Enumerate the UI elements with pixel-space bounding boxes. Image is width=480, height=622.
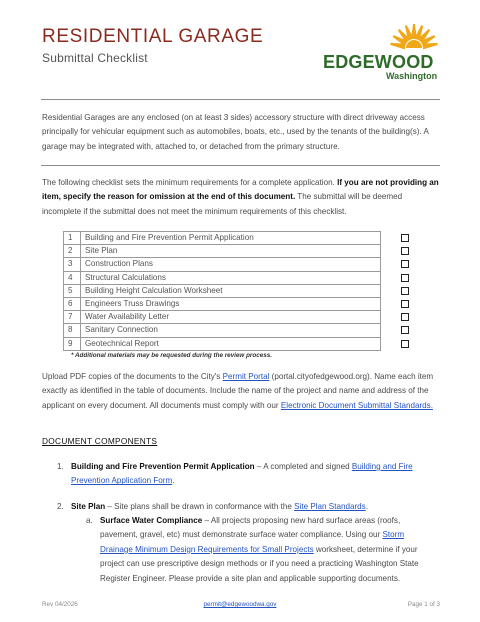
checklist-item-number: 2: [64, 245, 81, 258]
checklist-item-number: 4: [64, 271, 81, 284]
component-item-2: Site Plan – Site plans shall be drawn in conformance with the Site Plan Standards.: [71, 502, 368, 511]
checklist-row: [64, 232, 381, 245]
checklist-checkbox[interactable]: [401, 326, 409, 334]
footer-email-link[interactable]: permit@edgewoodwa.gov: [203, 601, 277, 608]
checklist-row: [64, 258, 381, 271]
checklist-checkbox[interactable]: [401, 234, 409, 242]
item-number: 2.: [57, 502, 64, 511]
upload-paragraph: Upload PDF copies of the documents to the City's Permit Portal (portal.cityofedgewood.org). Name each item exactly as identified in the table of documents. Include the name of the project and name and address of the applicant on every document. All documents must comply with our Electronic Document Submittal Standards.: [42, 372, 434, 410]
sub-item-letter: a.: [86, 516, 93, 525]
footer-revision: Rev 04/2026: [42, 601, 78, 608]
footer-page-number: Page 1 of 3: [407, 601, 440, 608]
components-heading: DOCUMENT COMPONENTS: [42, 436, 158, 446]
checklist-row: [64, 271, 381, 284]
intro-paragraph: Residential Garages are any enclosed (on at least 3 sides) accessory structure with direct driveway access principally for vehicular equipment such as automobiles, boats, etc., used by the tenants of the building(s). A garage may be integrated with, attached to, or detached from the primary structure.: [42, 113, 429, 151]
checklist-item-number: 9: [64, 337, 81, 350]
checklist-checkbox[interactable]: [401, 247, 409, 255]
checklist-row: [64, 297, 381, 310]
checklist-item-label: Building and Fire Prevention Permit Application: [81, 232, 381, 245]
edgewood-logo: [322, 22, 442, 88]
logo-subtext: Washington: [386, 71, 438, 81]
checklist-item-number: 7: [64, 311, 81, 324]
page-subtitle: Submittal Checklist: [42, 51, 148, 65]
checklist-checkbox[interactable]: [401, 313, 409, 321]
checklist-row: [64, 337, 381, 350]
checklist-checkbox[interactable]: [401, 287, 409, 295]
checklist-item-number: 3: [64, 258, 81, 271]
checklist-item-label: Water Availability Letter: [81, 311, 381, 324]
application-form-link[interactable]: Building and Fire Prevention Application Form: [71, 462, 413, 486]
surface-water-item: Surface Water Compliance – All projects proposing new hard surface areas (roofs, pavement, gravel, etc) must demonstrate surface water compliance. Using our Storm Drainage Minimum Design Requirements for Small Projects worksheet, determine if your project can use prescriptive design methods or if you need a practicing Washington State Register Engineer. Please provide a site plan and applicable supporting documents.: [100, 516, 419, 583]
checklist-row: [64, 311, 381, 324]
checklist-item-number: 6: [64, 297, 81, 310]
checklist-checkbox[interactable]: [401, 300, 409, 308]
component-item-1: Building and Fire Prevention Permit Application – A completed and signed Building and Fire Prevention Application Form.: [71, 462, 413, 486]
checklist-row: [64, 284, 381, 297]
page-title: RESIDENTIAL GARAGE: [42, 26, 264, 47]
permit-portal-link[interactable]: Permit Portal: [222, 372, 270, 381]
checklist-checkbox[interactable]: [401, 340, 409, 348]
header-divider: [41, 99, 440, 100]
checklist-item-number: 5: [64, 284, 81, 297]
checklist-table: [63, 231, 381, 351]
checklist-checkbox[interactable]: [401, 260, 409, 268]
checklist-row: [64, 245, 381, 258]
requirements-paragraph: The following checklist sets the minimum requirements for a complete application. If you are not providing an item, specify the reason for omission at the end of this document. The submittal will be deemed incomplete if the submittal does not meet the minimum requirements of this checklist.: [42, 178, 439, 216]
item-number: 1.: [57, 462, 64, 471]
checklist-note: * Additional materials may be requested during the review process.: [71, 352, 272, 359]
checklist-item-label: Site Plan: [81, 245, 381, 258]
section-divider: [41, 165, 440, 166]
checklist-item-label: Building Height Calculation Worksheet: [81, 284, 381, 297]
checklist-item-label: Structural Calculations: [81, 271, 381, 284]
storm-drainage-link[interactable]: Storm Drainage Minimum Design Requirements for Small Projects: [100, 530, 405, 554]
site-plan-standards-link[interactable]: Site Plan Standards: [294, 502, 366, 511]
checklist-checkbox[interactable]: [401, 274, 409, 282]
submittal-standards-link[interactable]: Electronic Document Submittal Standards.: [280, 400, 433, 410]
checklist-item-label: Geotechnical Report: [81, 337, 381, 350]
checklist-item-number: 1: [64, 232, 81, 245]
checklist-item-number: 8: [64, 324, 81, 337]
logo-text: EDGEWOOD: [323, 52, 434, 72]
checklist-item-label: Construction Plans: [81, 258, 381, 271]
checklist-item-label: Engineers Truss Drawings: [81, 297, 381, 310]
checklist-item-label: Sanitary Connection: [81, 324, 381, 337]
checklist-row: [64, 324, 381, 337]
